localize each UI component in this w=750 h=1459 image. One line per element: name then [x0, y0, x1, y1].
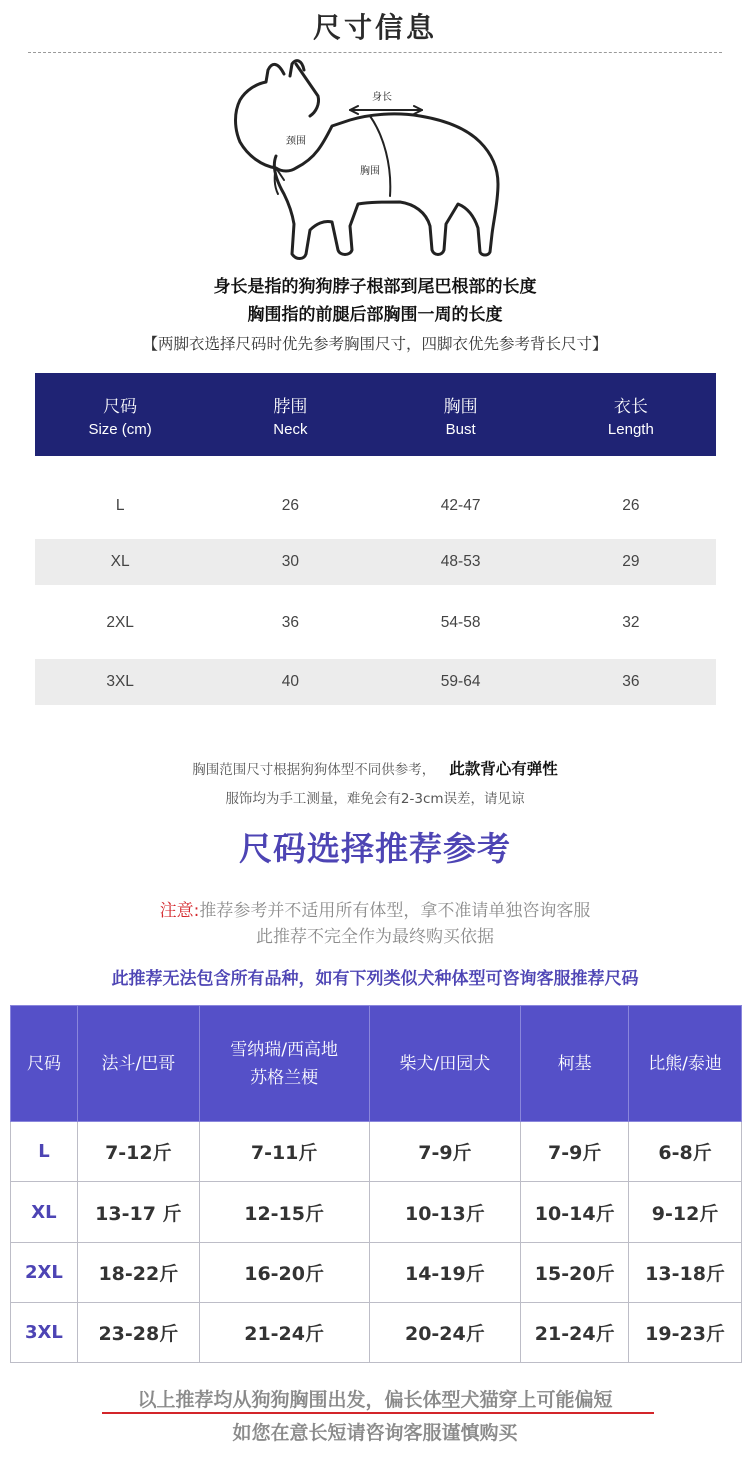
table-cell: 12-15斤: [199, 1182, 369, 1242]
table-cell: 26: [281, 497, 299, 514]
table-row: [11, 1242, 742, 1302]
header-en: Size (cm): [88, 420, 152, 438]
table-cell: 42-47: [440, 497, 481, 514]
table-cell: XL: [11, 1182, 78, 1242]
table-cell: 2XL: [106, 614, 134, 631]
attention-label: 注意:: [159, 901, 200, 921]
table-cell: XL: [110, 553, 130, 570]
header-cell: 比熊/泰迪: [629, 1006, 742, 1122]
header-line: 苏格兰梗: [250, 1067, 319, 1088]
table-cell: 2XL: [11, 1242, 78, 1302]
table-row: [11, 1122, 742, 1182]
recommend-title: 尺码选择推荐参考: [239, 829, 511, 868]
header-en: Bust: [445, 420, 476, 438]
table-row: [11, 1182, 742, 1242]
header-cell: [199, 1006, 369, 1122]
measurement-note: 服饰均为手工测量，难免会有2-3cm误差，请见谅: [225, 791, 525, 807]
breed-table-header: [11, 1006, 742, 1122]
elasticity-note: [0, 757, 750, 779]
table-cell: 26: [622, 497, 640, 514]
table-cell: 9-12斤: [629, 1182, 742, 1242]
footer-underline: [102, 1412, 654, 1414]
table-cell: 7-11斤: [199, 1122, 369, 1182]
breed-size-table: [10, 1005, 742, 1363]
description-body-length: 身长是指的狗狗脖子根部到尾巴根部的长度: [213, 277, 537, 297]
table-cell: 20-24斤: [369, 1302, 521, 1362]
table-cell: 29: [622, 553, 640, 570]
header-line: 雪纳瑞/西高地: [230, 1039, 338, 1060]
header-zh: 衣长: [613, 396, 648, 417]
breed-consult-note: 此推荐无法包含所有品种，如有下列类似犬种体型可咨询客服推荐尺码: [111, 969, 639, 989]
diagram-label-neck: 颈围: [286, 136, 306, 147]
table-cell: 13-18斤: [629, 1242, 742, 1302]
dotted-divider: [28, 52, 722, 53]
table-cell: 59-64: [440, 673, 481, 690]
description-priority-note: 【两脚衣选择尺码时优先参考胸围尺寸，四脚衣优先参考背长尺寸】: [142, 335, 608, 353]
table-cell: 10-14斤: [521, 1182, 629, 1242]
note-bold: 此款背心有弹性: [449, 760, 558, 778]
table-cell: 10-13斤: [369, 1182, 521, 1242]
dog-measurement-diagram: [200, 56, 530, 270]
table-cell: 23-28斤: [77, 1302, 199, 1362]
header-cell: 柯基: [521, 1006, 629, 1122]
table-cell: 14-19斤: [369, 1242, 521, 1302]
table-row: [35, 600, 716, 646]
header-en: Length: [607, 420, 654, 438]
table-cell: 16-20斤: [199, 1242, 369, 1302]
footer-note-2: 如您在意长短请咨询客服谨慎购买: [232, 1422, 518, 1444]
header-zh: 脖围: [273, 396, 308, 417]
table-cell: 6-8斤: [629, 1122, 742, 1182]
size-table-header: [35, 373, 716, 456]
attention-note-line2: 此推荐不完全作为最终购买依据: [256, 927, 494, 947]
header-zh: 尺码: [103, 396, 138, 417]
table-cell: 36: [281, 614, 299, 631]
size-table-header-cell: [546, 373, 716, 456]
page-title: 尺寸信息: [312, 11, 437, 44]
header-zh: 胸围: [443, 396, 478, 417]
table-cell: 36: [622, 673, 640, 690]
table-cell: 13-17 斤: [77, 1182, 199, 1242]
table-cell: 7-12斤: [77, 1122, 199, 1182]
table-cell: 3XL: [11, 1302, 78, 1362]
size-table-header-cell: [205, 373, 375, 456]
header-cell: 法斗/巴哥: [77, 1006, 199, 1122]
table-row: [35, 659, 716, 705]
table-cell: 32: [622, 614, 640, 631]
table-row: [35, 483, 716, 529]
size-table-header-cell: [35, 373, 205, 456]
header-en: Neck: [273, 420, 308, 438]
table-cell: 7-9斤: [369, 1122, 521, 1182]
table-cell: 3XL: [106, 673, 134, 690]
table-cell: 54-58: [440, 614, 481, 631]
attention-text: 推荐参考并不适用所有体型，拿不准请单独咨询客服: [199, 901, 591, 921]
footer-note-1: 以上推荐均从狗狗胸围出发，偏长体型犬猫穿上可能偏短: [137, 1389, 613, 1411]
table-cell: 40: [281, 673, 299, 690]
size-table-header-cell: [376, 373, 546, 456]
table-cell: 19-23斤: [629, 1302, 742, 1362]
table-cell: L: [115, 497, 125, 514]
diagram-label-body: 身长: [372, 92, 392, 103]
header-cell: 柴犬/田园犬: [369, 1006, 521, 1122]
table-cell: L: [11, 1122, 78, 1182]
attention-note: [0, 896, 750, 921]
table-row: [35, 539, 716, 585]
table-cell: 7-9斤: [521, 1122, 629, 1182]
table-row: [11, 1302, 742, 1362]
table-cell: 21-24斤: [521, 1302, 629, 1362]
description-chest: 胸围指的前腿后部胸围一周的长度: [247, 305, 503, 325]
table-cell: 48-53: [440, 553, 481, 570]
header-cell: 尺码: [11, 1006, 78, 1122]
note-text: 胸围范围尺寸根据狗狗体型不同供参考，: [192, 762, 436, 778]
table-cell: 18-22斤: [77, 1242, 199, 1302]
table-cell: 21-24斤: [199, 1302, 369, 1362]
table-cell: 15-20斤: [521, 1242, 629, 1302]
diagram-label-chest: 胸围: [360, 166, 380, 177]
table-cell: 30: [281, 553, 299, 570]
